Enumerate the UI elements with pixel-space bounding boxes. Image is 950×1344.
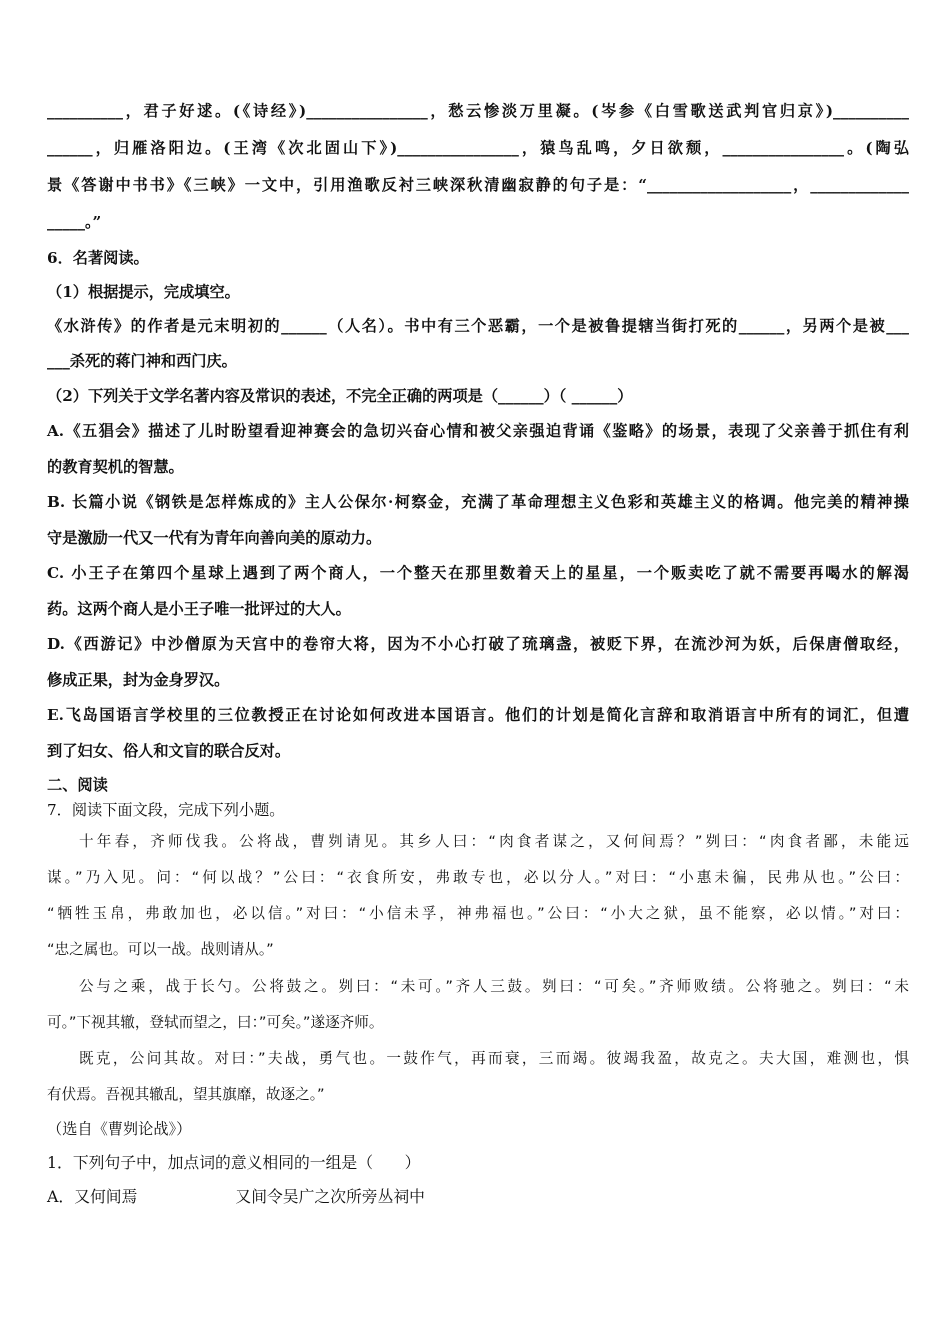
passage-p2-line2: 可。”下视其辙，登轼而望之，曰：”可矣。”遂逐齐师。 xyxy=(47,1014,384,1031)
subquestion-1-option-a xyxy=(47,1186,909,1208)
q6-part1-line1: 《水浒传》的作者是元末明初的______（人名）。书中有三个恶霸，一个是被鲁提辖当街打死的______，另两个是被___ xyxy=(47,317,909,335)
q6-option-d-line2: 修成正果，封为金身罗汉。 xyxy=(47,671,230,689)
passage-p1-line4: “忠之属也。可以一战。战则请从。” xyxy=(47,941,274,958)
passage-p3-line1: 既克，公问其故。对曰：”夫战，勇气也。一鼓作气，再而衰，三而竭。彼竭我盈，故克之。夫大国，难测也，惧 xyxy=(79,1050,909,1067)
q6-part2-heading: （2）下列关于文学名著内容及常识的表述，不完全正确的两项是（______）（ ______） xyxy=(47,387,633,405)
q6-option-a-line1: A.《五猖会》描述了儿时盼望看迎神赛会的急切兴奋心情和被父亲强迫背诵《鉴略》的场景，表现了父亲善于抓住有利 xyxy=(47,422,909,440)
passage-p3-line2: 有伏焉。吾视其辙乱，望其旗靡，故逐之。” xyxy=(47,1086,325,1103)
q6-option-a-line2: 的教育契机的智慧。 xyxy=(47,458,184,476)
poem-fill-line-3: 景《答谢中书书》《三峡》一文中，引用渔歌反衬三峡深秋清幽寂静的句子是：“___________________，_____________ xyxy=(47,176,909,194)
poem-fill-line-1: __________，君子好逑。(《诗经》)________________，愁云惨淡万里凝。(岑参《白雪歌送武判官归京》)__________ xyxy=(47,102,909,120)
q6-option-b-line2: 守是激励一代又一代有为青年向善向美的原动力。 xyxy=(47,529,382,547)
q6-option-e-line2: 到了妇女、俗人和文盲的联合反对。 xyxy=(47,742,290,760)
q6-option-c-line2: 药。这两个商人是小王子唯一批评过的大人。 xyxy=(47,600,351,618)
q6-option-d-line1: D.《西游记》中沙僧原为天宫中的卷帘大将，因为不小心打破了琉璃盏，被贬下界，在流沙河为妖，后保唐僧取经， xyxy=(47,635,909,653)
poem-fill-line-2: ______，归雁洛阳边。(王湾《次北固山下》)________________，猿鸟乱鸣，夕日欲颓，________________。(陶弘 xyxy=(47,139,909,157)
q6-title: 6．名著阅读。 xyxy=(47,249,149,267)
option-a-right-text: 又间令吴广之次所旁丛祠中 xyxy=(235,1187,425,1206)
q6-option-b-line1: B. 长篇小说《钢铁是怎样炼成的》主人公保尔·柯察金，充满了革命理想主义色彩和英雄主义的格调。他完美的精神操 xyxy=(47,493,909,511)
passage-p1-line2: 谋。”乃入见。问：“何以战？”公曰：“衣食所安，弗敢专也，必以分人。”对曰：“小惠未徧，民弗从也。”公曰： xyxy=(47,869,909,886)
q6-part1-line2: ___杀死的蒋门神和西门庆。 xyxy=(47,352,237,370)
q6-option-e-line1: E.飞岛国语言学校里的三位教授正在讨论如何改进本国语言。他们的计划是简化言辞和取消语言中所有的词汇，但遭 xyxy=(47,706,909,724)
option-a-left-text: A．又何间焉 xyxy=(47,1187,138,1206)
passage-p2-line1: 公与之乘，战于长勺。公将鼓之。刿曰：“未可。”齐人三鼓。刿曰：“可矣。”齐师败绩。公将驰之。刿曰：“未 xyxy=(79,978,909,995)
q6-option-c-line1: C. 小王子在第四个星球上遇到了两个商人，一个整天在那里数着天上的星星，一个贩卖吃了就不需要再喝水的解渴 xyxy=(47,564,909,582)
passage-p1-line1: 十年春，齐师伐我。公将战，曹刿请见。其乡人曰：“肉食者谋之，又何间焉？”刿曰：“肉食者鄙，未能远 xyxy=(79,833,909,850)
subquestion-1: 1．下列句子中，加点词的意义相同的一组是（ ） xyxy=(47,1153,421,1172)
q6-part1-heading: （1）根据提示，完成填空。 xyxy=(47,283,240,301)
passage-p1-line3: “牺牲玉帛，弗敢加也，必以信。”对曰：“小信未孚，神弗福也。”公曰：“小大之狱，虽不能察，必以情。”对曰： xyxy=(47,905,909,922)
poem-fill-line-4: _____。” xyxy=(47,213,102,231)
q7-title: 7．阅读下面文段，完成下列小题。 xyxy=(47,801,285,819)
section-heading-reading: 二、阅读 xyxy=(47,776,108,794)
passage-source: （选自《曹刿论战》） xyxy=(47,1120,192,1138)
